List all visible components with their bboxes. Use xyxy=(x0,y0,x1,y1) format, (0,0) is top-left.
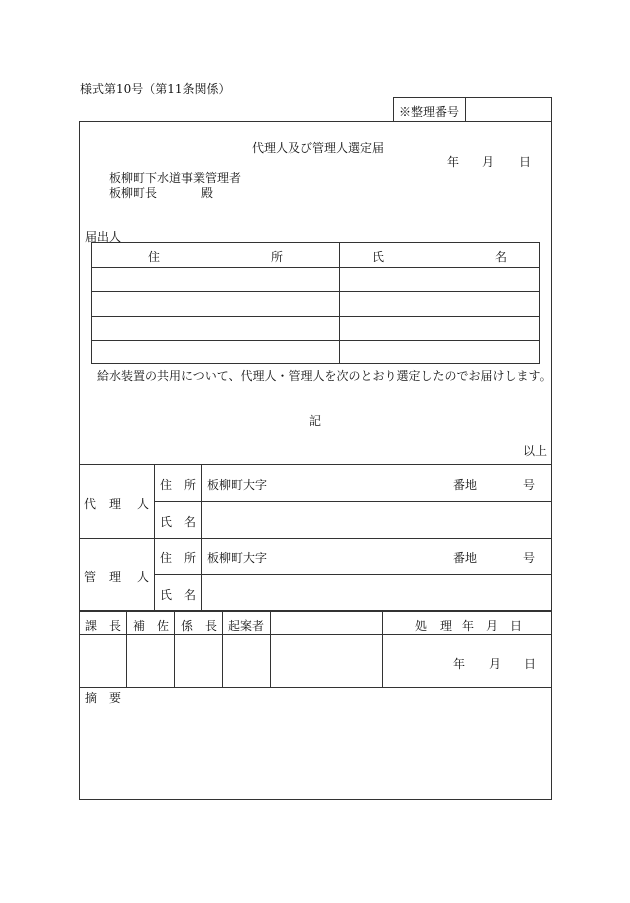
agent-label-3: 人 xyxy=(137,497,150,511)
applicant-name-input[interactable] xyxy=(342,342,537,362)
agent-name-label-1: 氏 xyxy=(160,515,173,529)
applicant-col-address-2: 所 xyxy=(271,250,284,264)
manager-banchi: 番地 xyxy=(453,551,478,565)
process-label-5: 日 xyxy=(510,619,523,633)
statement: 給水装置の共用について、代理人・管理人を次のとおり選定したのでお届けします。 xyxy=(97,369,552,383)
kakarichou-1: 係 xyxy=(181,619,194,633)
agent-gou: 号 xyxy=(523,478,536,492)
summary-label-2: 要 xyxy=(109,691,122,705)
manager-address-label-1: 住 xyxy=(160,551,173,565)
date-month-label: 月 xyxy=(482,155,495,169)
hosa-2: 佐 xyxy=(157,619,170,633)
agent-label-1: 代 xyxy=(84,497,97,511)
ki-label: 記 xyxy=(309,414,322,428)
process-day: 日 xyxy=(524,657,537,671)
agent-banchi: 番地 xyxy=(453,478,478,492)
kachou-1: 課 xyxy=(85,619,98,633)
kianja-label: 起案者 xyxy=(228,619,265,633)
manager-address-label-2: 所 xyxy=(184,551,197,565)
process-month: 月 xyxy=(489,657,502,671)
summary-label-1: 摘 xyxy=(85,691,98,705)
agent-address-label-2: 所 xyxy=(184,478,197,492)
manager-address-input[interactable] xyxy=(270,542,445,570)
process-label-2: 理 xyxy=(440,619,453,633)
agent-name-label-2: 名 xyxy=(184,515,197,529)
manager-name-label-1: 氏 xyxy=(160,588,173,602)
addressee-honorific: 殿 xyxy=(201,186,214,200)
hosa-1: 補 xyxy=(133,619,146,633)
manager-label-2: 理 xyxy=(109,570,122,584)
manager-address-prefix: 板柳町大字 xyxy=(207,551,268,565)
manager-label-1: 管 xyxy=(84,570,97,584)
kianja-stamp[interactable] xyxy=(224,637,268,685)
process-label-4: 月 xyxy=(486,619,499,633)
manager-name-input[interactable] xyxy=(205,578,547,606)
applicant-address-input[interactable] xyxy=(93,293,336,313)
applicant-name-input[interactable] xyxy=(342,293,537,313)
date-day-label: 日 xyxy=(519,155,532,169)
applicant-col-address-1: 住 xyxy=(148,250,161,264)
agent-address-prefix: 板柳町大字 xyxy=(207,478,268,492)
applicant-name-input[interactable] xyxy=(342,318,537,338)
applicant-address-input[interactable] xyxy=(93,342,336,362)
agent-name-input[interactable] xyxy=(205,505,547,533)
applicant-name-input[interactable] xyxy=(342,269,537,289)
form-number: 様式第10号（第11条関係） xyxy=(80,82,231,96)
agent-address-input[interactable] xyxy=(270,468,445,496)
process-label-1: 処 xyxy=(415,619,428,633)
process-label-3: 年 xyxy=(462,619,475,633)
manager-name-label-2: 名 xyxy=(184,588,197,602)
ref-number-label: ※整理番号 xyxy=(399,105,460,119)
kakarichou-stamp[interactable] xyxy=(176,637,220,685)
addressee-line1: 板柳町下水道事業管理者 xyxy=(109,171,242,185)
kakarichou-2: 長 xyxy=(205,619,218,633)
addressee-line2: 板柳町長 xyxy=(109,186,158,200)
applicant-address-input[interactable] xyxy=(93,318,336,338)
date-year-label: 年 xyxy=(447,155,460,169)
ijou-label: 以上 xyxy=(523,444,548,458)
summary-input[interactable] xyxy=(83,706,548,796)
ref-number-field[interactable] xyxy=(470,101,548,119)
kachou-2: 長 xyxy=(109,619,122,633)
hosa-stamp[interactable] xyxy=(128,637,172,685)
applicant-address-input[interactable] xyxy=(93,269,336,289)
agent-label-2: 理 xyxy=(109,497,122,511)
applicant-col-name-2: 名 xyxy=(495,250,508,264)
applicant-col-name-1: 氏 xyxy=(372,250,385,264)
manager-gou: 号 xyxy=(523,551,536,565)
kachou-stamp[interactable] xyxy=(81,637,124,685)
applicant-label: 届出人 xyxy=(85,230,122,244)
manager-label-3: 人 xyxy=(137,570,150,584)
form-title: 代理人及び管理人選定届 xyxy=(252,141,385,155)
agent-address-label-1: 住 xyxy=(160,478,173,492)
process-year: 年 xyxy=(453,657,466,671)
form-frame xyxy=(79,121,552,800)
